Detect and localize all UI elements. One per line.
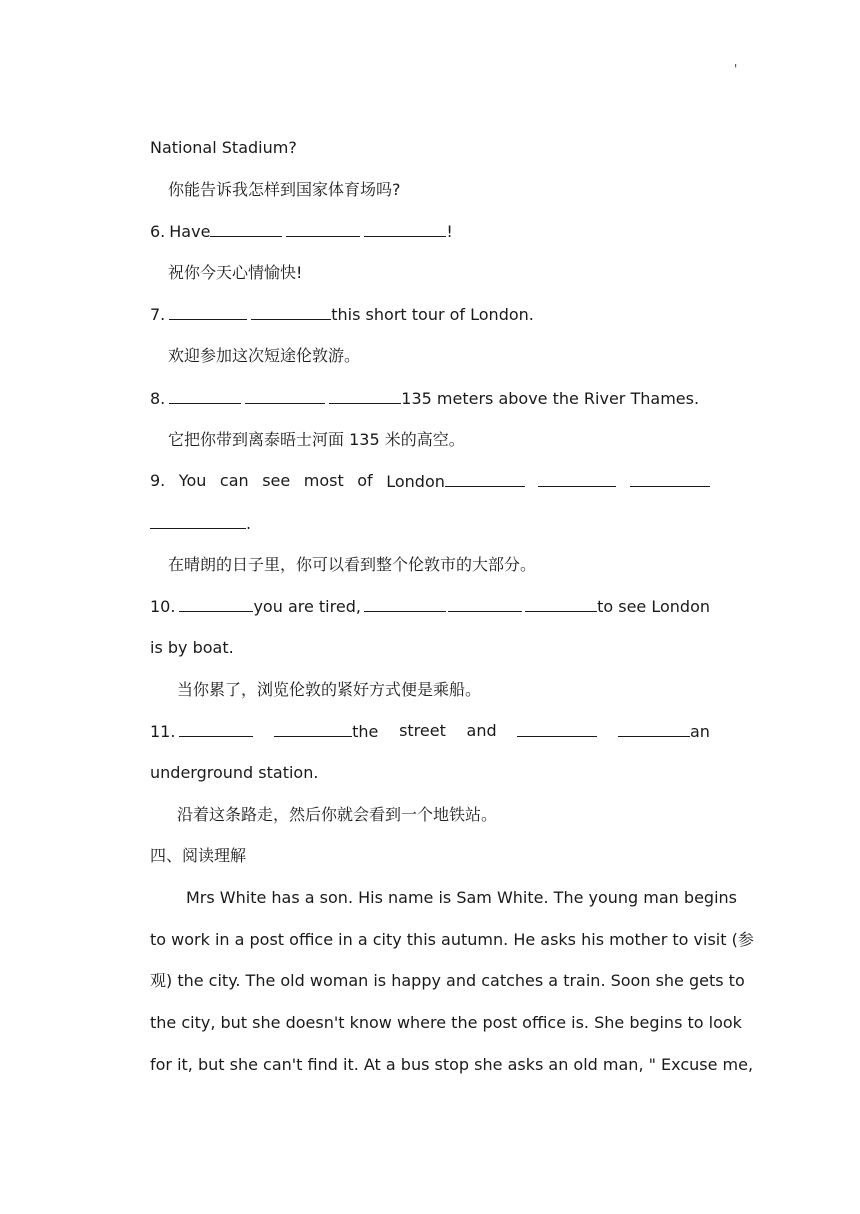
passage-line: Mrs White has a son. His name is Sam White. The young man begins (186, 888, 737, 907)
q9-word: of (357, 471, 373, 490)
q9-line (150, 469, 710, 493)
section-heading: 四、阅读理解 (150, 846, 247, 865)
q10-line (150, 594, 710, 618)
q8-chinese: 它把你带到离泰晤士河面 135 米的高空。 (168, 430, 465, 449)
q10-text-b: to see London (597, 597, 710, 616)
q7-text: this short tour of London. (331, 305, 534, 324)
q11-word: an (689, 722, 710, 741)
q7-line (150, 302, 710, 326)
corner-mark: ' (734, 62, 738, 76)
q5-chinese: 你能告诉我怎样到国家体育场吗? (168, 180, 401, 199)
q11-word: the (352, 722, 379, 741)
q8-number: 8. (150, 389, 166, 408)
q11-chinese: 沿着这条路走，然后你就会看到一个地铁站。 (177, 805, 498, 824)
blank (538, 469, 616, 487)
q9-word: see (262, 471, 291, 490)
blank (630, 469, 710, 487)
q7-chinese: 欢迎参加这次短途伦敦游。 (168, 346, 361, 365)
q6-text: Have (169, 222, 211, 241)
blank (245, 386, 325, 404)
blank (618, 719, 690, 737)
blank (525, 594, 597, 612)
q9-continuation (150, 511, 710, 535)
blank (169, 386, 241, 404)
blank (364, 219, 446, 237)
q11-line (150, 719, 710, 743)
q11-word: street (399, 721, 446, 740)
q9-word: London (386, 472, 445, 491)
blank (251, 302, 331, 320)
q9-chinese: 在晴朗的日子里，你可以看到整个伦敦市的大部分。 (168, 555, 537, 574)
q5-continuation: National Stadium? (150, 138, 297, 157)
q7-number: 7. (150, 305, 166, 324)
blank (179, 719, 253, 737)
q9-word: 9. (150, 471, 166, 490)
q9-end: . (246, 514, 252, 533)
blank (169, 302, 247, 320)
q9-word: can (219, 471, 249, 490)
q10-continuation: is by boat. (150, 638, 234, 657)
q10-number: 10. (150, 597, 176, 616)
passage-line: for it, but she can't find it. At a bus stop she asks an old man, " Excuse me, (150, 1055, 754, 1074)
q6-end: ! (446, 222, 453, 241)
blank (274, 719, 352, 737)
q9-word: You (178, 471, 207, 490)
q6-chinese: 祝你今天心情愉快! (168, 263, 303, 282)
q11-word: and (466, 721, 497, 740)
blank (448, 594, 522, 612)
q6-line (150, 219, 710, 243)
q8-text: 135 meters above the River Thames. (401, 389, 700, 408)
blank (364, 594, 446, 612)
q9-word: most (303, 471, 344, 490)
passage-line: the city, but she doesn't know where the post office is. She begins to look (150, 1013, 742, 1032)
q6-number: 6. (150, 222, 166, 241)
blank (150, 511, 246, 529)
blank (329, 386, 401, 404)
blank (517, 719, 597, 737)
blank (179, 594, 253, 612)
passage-line: 观) the city. The old woman is happy and catches a train. Soon she gets to (150, 971, 745, 990)
q11-number: 11. (150, 722, 176, 741)
q10-text-a: you are tired, (253, 597, 361, 616)
blank (286, 219, 360, 237)
blank (445, 469, 525, 487)
q10-chinese: 当你累了，浏览伦敦的紧好方式便是乘船。 (177, 680, 482, 699)
q11-continuation: underground station. (150, 763, 319, 782)
q8-line (150, 386, 710, 410)
blank (210, 219, 282, 237)
passage-line: to work in a post office in a city this autumn. He asks his mother to visit (参 (150, 930, 754, 949)
